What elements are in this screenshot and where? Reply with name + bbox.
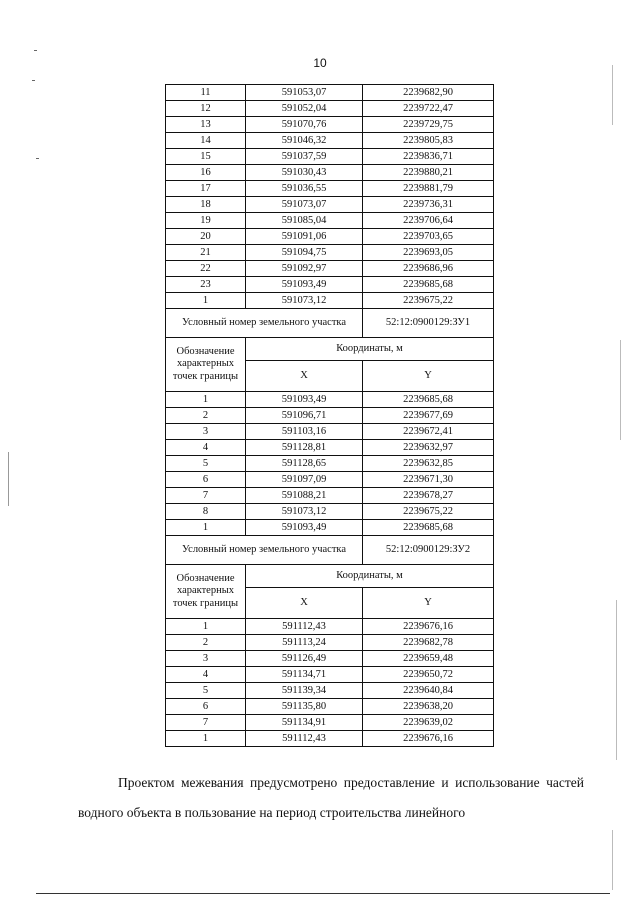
table-cell: 2239675,22: [363, 504, 494, 520]
table-row: [166, 338, 494, 361]
table-row: [166, 699, 494, 715]
condition-label: Условный номер земельного участка: [166, 536, 363, 565]
table-cell: 2239685,68: [363, 520, 494, 536]
table-cell: 1: [166, 520, 246, 536]
table-cell: 2239639,02: [363, 715, 494, 731]
condition-label: Условный номер земельного участка: [166, 309, 363, 338]
table-cell: 591093,49: [246, 520, 363, 536]
table-row: [166, 293, 494, 309]
table-cell: 2239706,64: [363, 213, 494, 229]
table-cell: 2239722,47: [363, 101, 494, 117]
table-row: [166, 85, 494, 101]
table-cell: 2239650,72: [363, 667, 494, 683]
table-cell: 2239640,84: [363, 683, 494, 699]
paragraph-line-1: Проектом межевания предусмотрено предоставление и использование: [118, 775, 540, 790]
table-cell: 591037,59: [246, 149, 363, 165]
table-cell: 591085,04: [246, 213, 363, 229]
table-row: [166, 520, 494, 536]
table-cell: 591073,12: [246, 504, 363, 520]
table-row: [166, 715, 494, 731]
table-cell: 591073,07: [246, 197, 363, 213]
table-cell: 591128,65: [246, 456, 363, 472]
table-row: [166, 408, 494, 424]
table-cell: 11: [166, 85, 246, 101]
table-row: [166, 667, 494, 683]
table-cell: 6: [166, 472, 246, 488]
table-row: [166, 504, 494, 520]
coordinates-table: [165, 84, 494, 747]
table-cell: 2239880,21: [363, 165, 494, 181]
table-cell: 22: [166, 261, 246, 277]
table-cell: 15: [166, 149, 246, 165]
table-row: [166, 213, 494, 229]
table-row: [166, 197, 494, 213]
table-cell: 591135,80: [246, 699, 363, 715]
table-cell: 6: [166, 699, 246, 715]
table-cell: 3: [166, 651, 246, 667]
table-cell: 2: [166, 635, 246, 651]
table-cell: 2239677,69: [363, 408, 494, 424]
table-cell: 2239671,30: [363, 472, 494, 488]
table-cell: 591134,91: [246, 715, 363, 731]
table-cell: 14: [166, 133, 246, 149]
table-cell: 1: [166, 293, 246, 309]
scan-edge: [620, 340, 621, 440]
table-cell: 2239675,22: [363, 293, 494, 309]
scan-mark: [36, 158, 39, 159]
table-row: [166, 133, 494, 149]
table-cell: 2239632,85: [363, 456, 494, 472]
table-cell: 13: [166, 117, 246, 133]
table-cell: 4: [166, 667, 246, 683]
table-cell: 2239729,75: [363, 117, 494, 133]
y-header: Y: [363, 361, 494, 392]
table-cell: 591091,06: [246, 229, 363, 245]
table-row: [166, 536, 494, 565]
point-header: Обозначение характерных точек границы: [166, 565, 246, 619]
table-cell: 591092,97: [246, 261, 363, 277]
table-cell: 2239836,71: [363, 149, 494, 165]
table-cell: 591030,43: [246, 165, 363, 181]
table-cell: 23: [166, 277, 246, 293]
table-cell: 2239686,96: [363, 261, 494, 277]
table-cell: 18: [166, 197, 246, 213]
table-row: [166, 619, 494, 635]
table-cell: 7: [166, 488, 246, 504]
y-header: Y: [363, 588, 494, 619]
table-row: [166, 277, 494, 293]
table-row: [166, 117, 494, 133]
table-cell: 2239682,78: [363, 635, 494, 651]
table-cell: 2239632,97: [363, 440, 494, 456]
table-row: [166, 565, 494, 588]
x-header: X: [246, 588, 363, 619]
table-cell: 591036,55: [246, 181, 363, 197]
table-cell: 2239682,90: [363, 85, 494, 101]
scan-edge: [616, 600, 617, 760]
condition-value: 52:12:0900129:ЗУ1: [363, 309, 494, 338]
table-cell: 1: [166, 619, 246, 635]
table-cell: 5: [166, 456, 246, 472]
table-row: [166, 488, 494, 504]
table-row: [166, 731, 494, 747]
table-row: [166, 245, 494, 261]
table-cell: 17: [166, 181, 246, 197]
table-cell: 591128,81: [246, 440, 363, 456]
coords-header: Координаты, м: [246, 565, 494, 588]
table-row: [166, 181, 494, 197]
table-cell: 591126,49: [246, 651, 363, 667]
table-cell: 2239676,16: [363, 619, 494, 635]
scan-edge: [612, 830, 613, 890]
table-cell: 3: [166, 424, 246, 440]
point-header: Обозначение характерных точек границы: [166, 338, 246, 392]
table-cell: 591113,24: [246, 635, 363, 651]
table-cell: 2239638,20: [363, 699, 494, 715]
table-cell: 4: [166, 440, 246, 456]
scan-mark: [34, 50, 37, 51]
table-cell: 591052,04: [246, 101, 363, 117]
table-cell: 591094,75: [246, 245, 363, 261]
table-row: [166, 651, 494, 667]
table-row: [166, 229, 494, 245]
table-cell: 591046,32: [246, 133, 363, 149]
table-cell: 2239693,05: [363, 245, 494, 261]
coords-header: Координаты, м: [246, 338, 494, 361]
table-row: [166, 683, 494, 699]
table-cell: 2239736,31: [363, 197, 494, 213]
table-cell: 20: [166, 229, 246, 245]
table-row: [166, 261, 494, 277]
table-cell: 2: [166, 408, 246, 424]
table-cell: 591073,12: [246, 293, 363, 309]
table-cell: 591112,43: [246, 619, 363, 635]
table-cell: 2239881,79: [363, 181, 494, 197]
x-header: X: [246, 361, 363, 392]
table-cell: 2239685,68: [363, 392, 494, 408]
table-cell: 1: [166, 731, 246, 747]
table-cell: 2239678,27: [363, 488, 494, 504]
table-cell: 591088,21: [246, 488, 363, 504]
table-cell: 1: [166, 392, 246, 408]
table-cell: 591070,76: [246, 117, 363, 133]
table-cell: 591093,49: [246, 277, 363, 293]
table-cell: 8: [166, 504, 246, 520]
table-cell: 5: [166, 683, 246, 699]
table-cell: 591097,09: [246, 472, 363, 488]
table-row: [166, 472, 494, 488]
table-cell: 7: [166, 715, 246, 731]
table-cell: 2239659,48: [363, 651, 494, 667]
page-number: 10: [313, 56, 327, 70]
paragraph-line-2: частей водного объекта в пользование на период строительства линейного: [78, 775, 584, 820]
table-cell: 2239676,16: [363, 731, 494, 747]
table-cell: 16: [166, 165, 246, 181]
table-cell: 19: [166, 213, 246, 229]
table-cell: 2239805,83: [363, 133, 494, 149]
table-cell: 591053,07: [246, 85, 363, 101]
table-row: [166, 456, 494, 472]
table-row: [166, 101, 494, 117]
table-cell: 2239685,68: [363, 277, 494, 293]
table-cell: 591139,34: [246, 683, 363, 699]
table-cell: 21: [166, 245, 246, 261]
table-cell: 591134,71: [246, 667, 363, 683]
table-cell: 2239703,65: [363, 229, 494, 245]
table-row: [166, 165, 494, 181]
body-paragraph: [78, 768, 584, 828]
scan-edge: [612, 65, 613, 125]
table-cell: 591096,71: [246, 408, 363, 424]
table-row: [166, 392, 494, 408]
scan-mark: [8, 452, 9, 506]
table-cell: 591093,49: [246, 392, 363, 408]
table-row: [166, 440, 494, 456]
table-row: [166, 149, 494, 165]
scan-mark: [32, 80, 35, 81]
table-cell: 591103,16: [246, 424, 363, 440]
table-cell: 2239672,41: [363, 424, 494, 440]
table-row: [166, 635, 494, 651]
condition-value: 52:12:0900129:ЗУ2: [363, 536, 494, 565]
footer-rule: [36, 893, 610, 894]
table-row: [166, 424, 494, 440]
table-cell: 12: [166, 101, 246, 117]
table-row: [166, 309, 494, 338]
table-cell: 591112,43: [246, 731, 363, 747]
